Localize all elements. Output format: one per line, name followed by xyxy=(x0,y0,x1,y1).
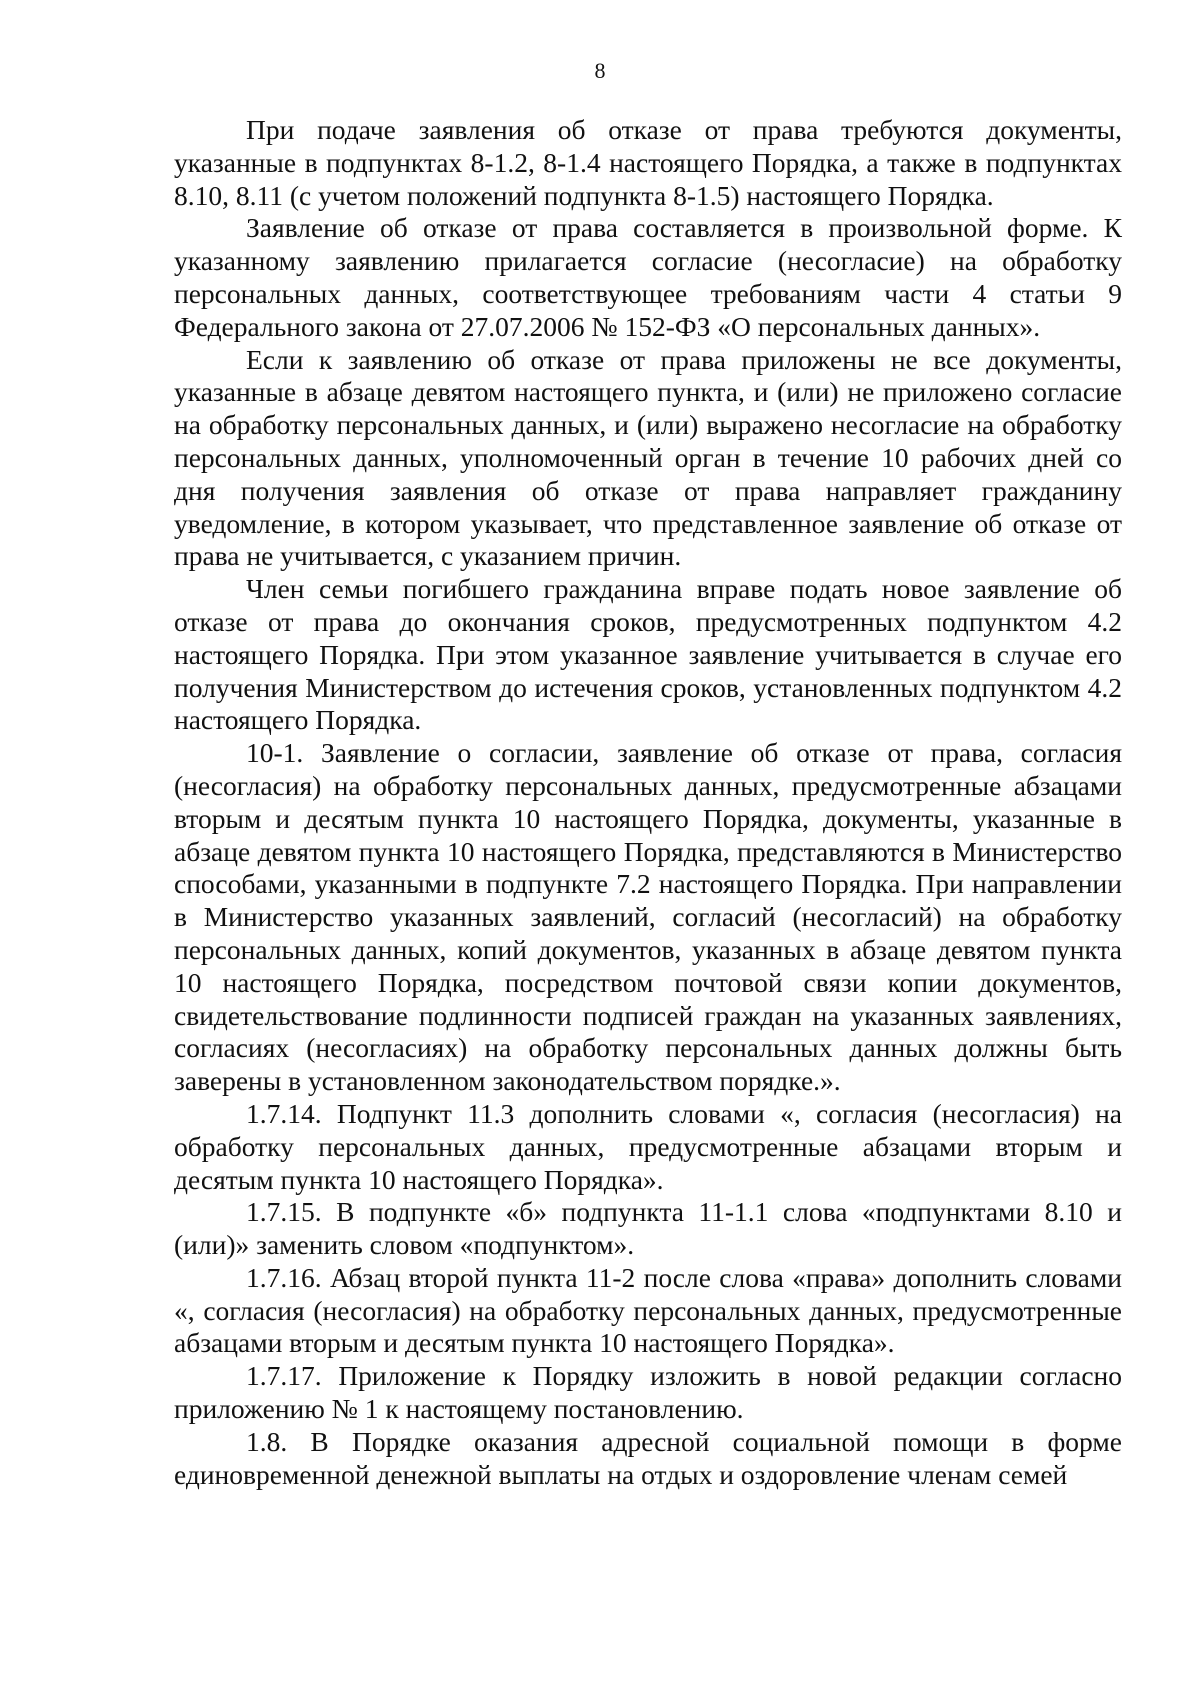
paragraph-new-refusal-application: Член семьи погибшего гражданина вправе подать новое заявление об отказе от права до окончания сроков, предусмотренных подпунктом 4.2 настоящего Порядка. При этом указанное заявление учитывается в случае его получения Министерством до истечения сроков, установленных подпунктом 4.2 настоящего Порядка. xyxy=(174,573,1122,736)
paragraph-refusal-form: Заявление об отказе от права составляется в произвольной форме. К указанному заявлению прилагается согласие (несогласие) на обработку персональных данных, соответствующее требованиям части 4 статьи 9 Федерального закона от 27.07.2006 № 152-ФЗ «О персональных данных». xyxy=(174,212,1122,342)
paragraph-clause-10-1: 10-1. Заявление о согласии, заявление об отказе от права, согласия (несогласия) на обработку персональных данных, предусмотренные абзацами вторым и десятым пункта 10 настоящего Порядка, документы, указанные в абзаце девятом пункта 10 настоящего Порядка, представляются в Министерство способами, указанными в подпункте 7.2 настоящего Порядка. При направлении в Министерство указанных заявлений, согласий (несогласий) на обработку персональных данных, копий документов, указанных в абзаце девятом пункта 10 настоящего Порядка, посредством почтовой связи копии документов, свидетельствование подлинности подписей граждан на указанных заявлениях, согласиях (несогласиях) на обработку персональных данных должны быть заверены в установленном законодательством порядке.». xyxy=(174,737,1122,1097)
document-body xyxy=(174,114,1122,1491)
paragraph-clause-1-7-17: 1.7.17. Приложение к Порядку изложить в новой редакции согласно приложению № 1 к настоящему постановлению. xyxy=(174,1360,1122,1425)
paragraph-clause-1-7-14: 1.7.14. Подпункт 11.3 дополнить словами «, согласия (несогласия) на обработку персональных данных, предусмотренные абзацами вторым и десятым пункта 10 настоящего Порядка». xyxy=(174,1097,1122,1195)
page-number: 8 xyxy=(594,58,606,83)
paragraph-clause-1-7-15: 1.7.15. В подпункте «б» подпункта 11-1.1 слова «подпунктами 8.10 и (или)» заменить словом «подпунктом». xyxy=(174,1196,1122,1261)
paragraph-clause-1-7-16: 1.7.16. Абзац второй пункта 11-2 после слова «права» дополнить словами «, согласия (несогласия) на обработку персональных данных, предусмотренные абзацами вторым и десятым пункта 10 настоящего Порядка». xyxy=(174,1261,1122,1359)
paragraph-incomplete-documents: Если к заявлению об отказе от права приложены не все документы, указанные в абзаце девятом настоящего пункта, и (или) не приложено согласие на обработку персональных данных, и (или) выражено несогласие на обработку персональных данных, уполномоченный орган в течение 10 рабочих дней со дня получения заявления об отказе от права направляет гражданину уведомление, в котором указывает, что представленное заявление об отказе от права не учитывается, с указанием причин. xyxy=(174,343,1122,572)
paragraph-required-documents: При подаче заявления об отказе от права требуются документы, указанные в подпунктах 8-1.2, 8-1.4 настоящего Порядка, а также в подпунктах 8.10, 8.11 (с учетом положений подпункта 8-1.5) настоящего Порядка. xyxy=(174,114,1122,211)
paragraph-clause-1-8: 1.8. В Порядке оказания адресной социальной помощи в форме единовременной денежной выплаты на отдых и оздоровление членам семей xyxy=(174,1425,1122,1490)
